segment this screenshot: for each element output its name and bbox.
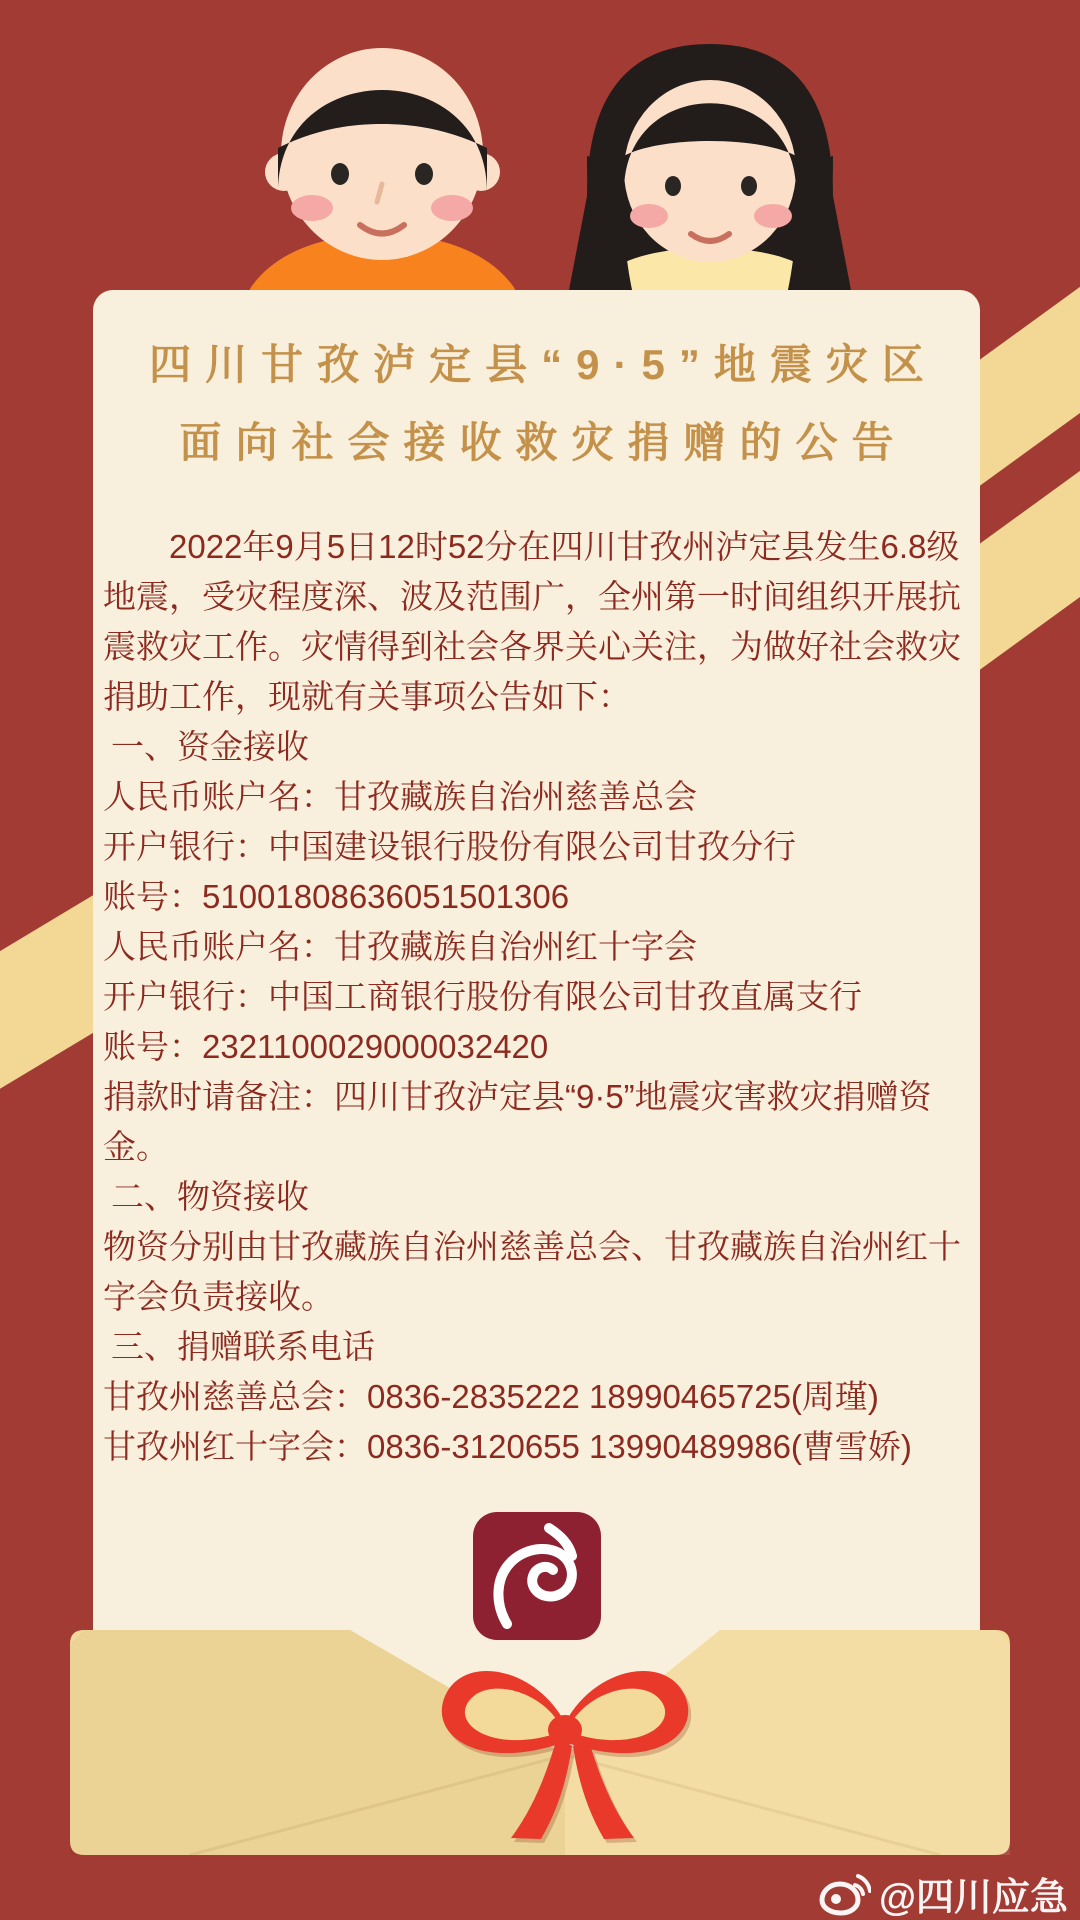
watermark	[819, 1866, 1068, 1920]
swirl-icon	[473, 1512, 601, 1640]
contact-charity: 甘孜州慈善总会：0836-2835222 18990465725(周瑾)	[103, 1378, 879, 1415]
poster-title	[93, 326, 980, 482]
ribbon-bow-icon	[425, 1648, 705, 1843]
charity-emblem-logo	[473, 1512, 601, 1640]
bank-charity: 开户银行：中国建设银行股份有限公司甘孜分行	[103, 828, 796, 865]
section-3-contacts-heading: 三、捐赠联系电话	[111, 1328, 375, 1365]
materials-paragraph: 物资分别由甘孜藏族自治州慈善总会、甘孜藏族自治州红十字会负责接收。	[103, 1228, 961, 1315]
section-2-materials-heading: 二、物资接收	[111, 1178, 309, 1215]
donation-remark-note: 捐款时请备注：四川甘孜泸定县“9·5”地震灾害救灾捐赠资金。	[103, 1078, 932, 1165]
account-name-charity: 人民币账户名：甘孜藏族自治州慈善总会	[103, 778, 697, 815]
account-number-redcross: 账号：2321100029000032420	[103, 1028, 549, 1065]
boy-illustration	[250, 22, 515, 307]
account-name-redcross: 人民币账户名：甘孜藏族自治州红十字会	[103, 928, 697, 965]
bank-redcross: 开户银行：中国工商银行股份有限公司甘孜直属支行	[103, 978, 862, 1015]
watermark-handle: @四川应急	[878, 1877, 1068, 1919]
poster-title-line2: 面向社会接收救灾捐赠的公告	[179, 419, 908, 466]
announcement-body	[103, 522, 970, 1472]
girl-illustration	[545, 36, 875, 311]
contact-redcross: 甘孜州红十字会：0836-3120655 13990489986(曹雪娇)	[103, 1428, 912, 1465]
weibo-icon	[819, 1872, 871, 1916]
account-number-charity: 账号：51001808636051501306	[103, 878, 570, 915]
poster-title-line1: 四川甘孜泸定县“9·5”地震灾区	[149, 341, 938, 388]
section-1-funds-heading: 一、资金接收	[111, 728, 309, 765]
intro-paragraph: 2022年9月5日12时52分在四川甘孜州泸定县发生6.8级地震，受灾程度深、波及范围广，全州第一时间组织开展抗震救灾工作。灾情得到社会各界关心关注，为做好社会救灾捐助工作，现就有关事项公告如下：	[103, 528, 961, 715]
